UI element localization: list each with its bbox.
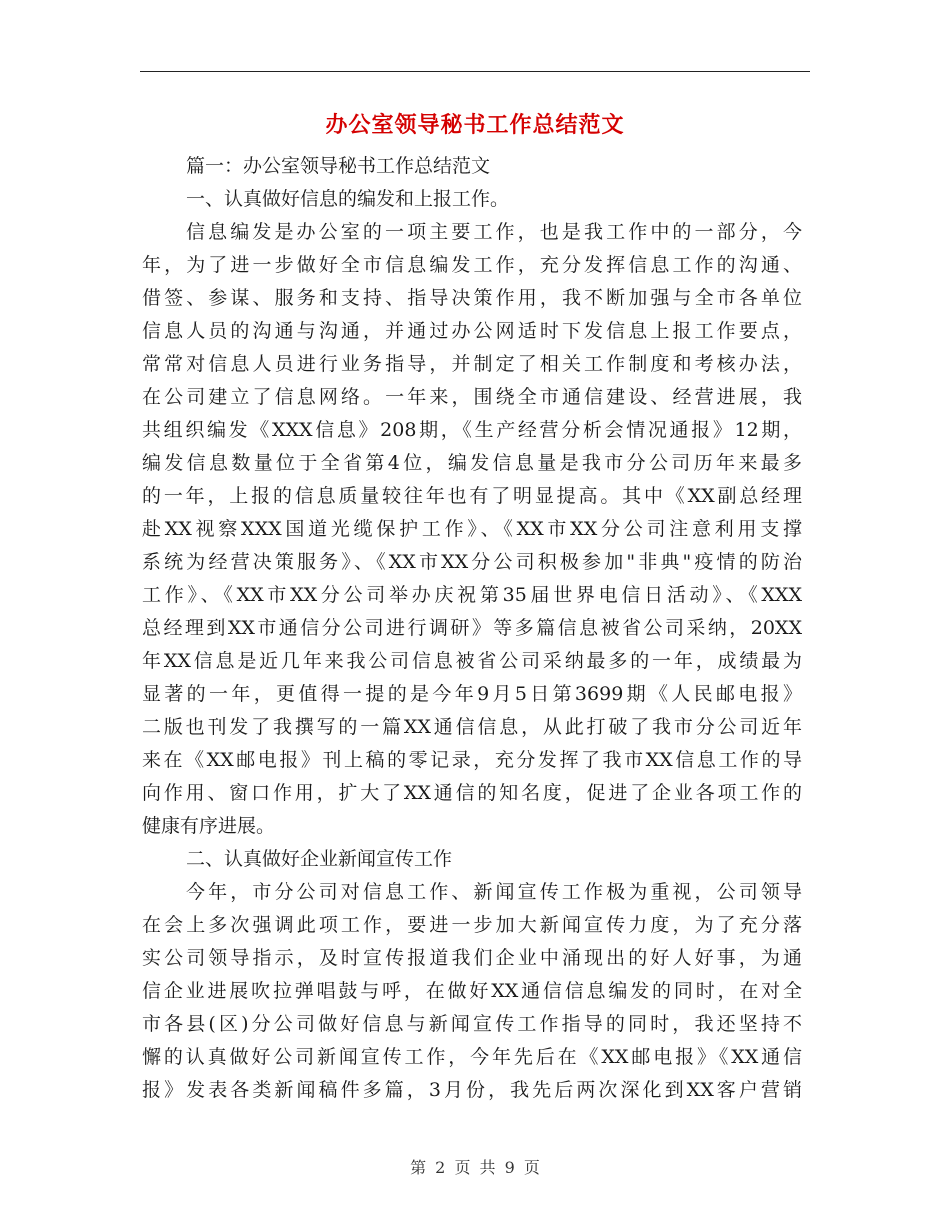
body-line: 实公司领导指示，及时宣传报道我们企业中涌现出的好人好事，为通	[142, 947, 802, 969]
body-line: 报》发表各类新闻稿件多篇，3月份，我先后两次深化到XX客户营销	[142, 1079, 802, 1101]
body-line: 编发信息数量位于全省第4位，编发信息量是我市分公司历年来最多	[142, 452, 802, 474]
body-line: 信企业进展吹拉弹唱鼓与呼，在做好XX通信信息编发的同时，在对全	[142, 980, 802, 1002]
body-line: 一、认真做好信息的编发和上报工作。	[186, 188, 510, 210]
body-line: 的一年，上报的信息质量较往年也有了明显提高。其中《XX副总经理	[142, 485, 802, 507]
body-line: 系统为经营决策服务》、《XX市XX分公司积极参加"非典"疫情的防治	[142, 551, 802, 573]
document-body	[142, 150, 802, 1107]
document-title: 办公室领导秘书工作总结范文	[325, 112, 625, 138]
body-line: 年，为了进一步做好全市信息编发工作，充分发挥信息工作的沟通、	[142, 254, 802, 276]
body-line: 市各县(区)分公司做好信息与新闻宣传工作指导的同时，我还坚持不	[142, 1013, 802, 1035]
body-line: 常常对信息人员进行业务指导，并制定了相关工作制度和考核办法，	[142, 353, 802, 375]
body-line: 借签、参谋、服务和支持、指导决策作用，我不断加强与全市各单位	[142, 287, 802, 309]
body-line: 年XX信息是近几年来我公司信息被省公司采纳最多的一年，成绩最为	[142, 650, 802, 672]
body-line: 显著的一年，更值得一提的是今年9月5日第3699期《人民邮电报》	[142, 683, 802, 705]
body-line: 向作用、窗口作用，扩大了XX通信的知名度，促进了企业各项工作的	[142, 782, 802, 804]
header-rule	[140, 71, 810, 72]
page-footer: 第 2 页 共 9 页	[410, 1158, 540, 1177]
body-line: 总经理到XX市通信分公司进行调研》等多篇信息被省公司采纳，20XX	[142, 617, 802, 639]
body-line: 来在《XX邮电报》刊上稿的零记录，充分发挥了我市XX信息工作的导	[142, 749, 802, 771]
body-line: 在会上多次强调此项工作，要进一步加大新闻宣传力度，为了充分落	[142, 914, 802, 936]
body-line: 篇一：办公室领导秘书工作总结范文	[186, 155, 491, 177]
body-line: 共组织编发《XXX信息》208期，《生产经营分析会情况通报》12期，	[142, 419, 802, 441]
body-line: 在公司建立了信息网络。一年来，围绕全市通信建设、经营进展，我	[142, 386, 802, 408]
body-line: 健康有序进展。	[142, 815, 276, 837]
body-line: 二版也刊发了我撰写的一篇XX通信信息，从此打破了我市分公司近年	[142, 716, 802, 738]
body-line: 懈的认真做好公司新闻宣传工作，今年先后在《XX邮电报》《XX通信	[142, 1046, 802, 1068]
body-line: 工作》、《XX市XX分公司举办庆祝第35届世界电信日活动》、《XXX	[142, 584, 802, 606]
body-line: 二、认真做好企业新闻宣传工作	[186, 848, 453, 870]
body-line: 信息编发是办公室的一项主要工作，也是我工作中的一部分，今	[186, 221, 802, 243]
body-line: 今年，市分公司对信息工作、新闻宣传工作极为重视，公司领导	[186, 881, 802, 903]
body-line: 信息人员的沟通与沟通，并通过办公网适时下发信息上报工作要点，	[142, 320, 802, 342]
body-line: 赴XX视察XXX国道光缆保护工作》、《XX市XX分公司注意利用支撑	[142, 518, 802, 540]
